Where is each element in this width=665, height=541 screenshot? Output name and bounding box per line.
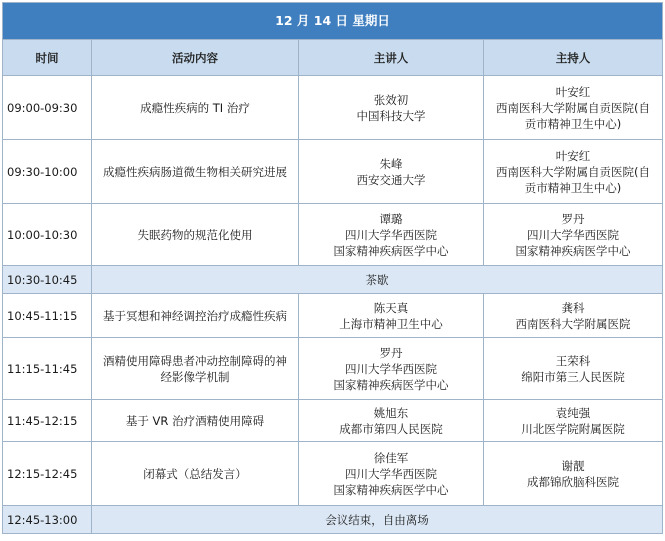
table-row [3,400,663,442]
host-name: 叶安红 [555,148,591,163]
host-name: 罗丹 [561,211,585,226]
host-affiliation: 贡市精神卫生中心) [524,180,622,195]
speaker-name: 姚旭东 [373,405,409,420]
speaker-cell [299,338,484,400]
speaker-name: 朱峰 [379,156,403,171]
topic-cell [92,294,299,338]
header-row [3,40,663,76]
table-row [3,506,663,534]
table-row [3,204,663,266]
speaker-affiliation: 西安交通大学 [356,172,426,187]
topic-line: 酒精使用障碍患者冲动控制障碍的神 [103,353,287,368]
host-affiliation: 西南医科大学附属自贡医院(自 [496,164,650,179]
time-cell: 10:45-11:15 [3,294,92,338]
host-name: 谢靓 [561,458,585,473]
header-time: 时间 [3,40,92,76]
speaker-affiliation: 上海市精神卫生中心 [339,316,443,331]
topic-cell [92,140,299,204]
host-name: 龚科 [561,300,585,315]
host-name: 叶安红 [555,84,591,99]
speaker-affiliation: 成都市第四人民医院 [339,421,443,436]
table-row [3,140,663,204]
speaker-cell [299,294,484,338]
header-speaker: 主讲人 [299,40,484,76]
host-cell [484,400,663,442]
speaker-cell [299,400,484,442]
time-cell: 09:00-09:30 [3,76,92,140]
closing-cell: 会议结束，自由离场 [92,506,663,534]
speaker-cell [299,76,484,140]
speaker-name: 张效初 [373,92,409,107]
host-name: 袁纯强 [555,405,591,420]
speaker-cell [299,140,484,204]
host-affiliation: 国家精神疾病医学中心 [515,243,631,258]
host-affiliation: 西南医科大学附属自贡医院(自 [496,100,650,115]
header-topic: 活动内容 [92,40,299,76]
host-cell [484,76,663,140]
speaker-affiliation: 国家精神疾病医学中心 [333,377,449,392]
header-host: 主持人 [484,40,663,76]
host-affiliation: 四川大学华西医院 [527,227,619,242]
topic-cell [92,338,299,400]
speaker-affiliation: 四川大学华西医院 [345,466,437,481]
table-row [3,76,663,140]
speaker-affiliation: 四川大学华西医院 [345,227,437,242]
speaker-name: 陈天真 [373,300,409,315]
host-affiliation: 成都锦欣脑科医院 [527,474,619,489]
speaker-cell [299,204,484,266]
speaker-name: 罗丹 [379,345,403,360]
time-cell: 09:30-10:00 [3,140,92,204]
host-affiliation: 绵阳市第三人民医院 [521,369,625,384]
speaker-name: 徐佳军 [373,450,409,465]
agenda-sheet [2,2,662,534]
speaker-affiliation: 中国科技大学 [356,108,426,123]
speaker-name: 谭璐 [379,211,403,226]
table-row [3,266,663,294]
table-row [3,442,663,506]
time-cell: 12:45-13:00 [3,506,92,534]
time-cell: 12:15-12:45 [3,442,92,506]
host-cell [484,204,663,266]
time-cell: 11:15-11:45 [3,338,92,400]
topic-line: 闭幕式（总结发言） [143,466,247,481]
table-title: 12 月 14 日 星期日 [3,3,663,40]
topic-line: 基于 VR 治疗酒精使用障碍 [125,413,265,428]
topic-line: 基于冥想和神经调控治疗成瘾性疾病 [103,308,287,323]
topic-cell [92,76,299,140]
topic-cell [92,400,299,442]
topic-line: 成瘾性疾病肠道微生物相关研究进展 [103,164,287,179]
host-cell [484,294,663,338]
table-row [3,338,663,400]
host-affiliation: 川北医学院附属医院 [521,421,625,436]
topic-line: 成瘾性疾病的 TI 治疗 [140,100,250,115]
host-cell [484,442,663,506]
time-cell: 10:30-10:45 [3,266,92,294]
time-cell: 11:45-12:15 [3,400,92,442]
host-name: 王荣科 [555,353,591,368]
agenda-table [2,2,663,534]
host-cell [484,338,663,400]
topic-cell [92,204,299,266]
speaker-cell [299,442,484,506]
topic-cell [92,442,299,506]
speaker-affiliation: 国家精神疾病医学中心 [333,482,449,497]
topic-line: 失眠药物的规范化使用 [137,227,253,242]
title-row [3,3,663,40]
topic-line: 经影像学机制 [160,369,230,384]
time-cell: 10:00-10:30 [3,204,92,266]
host-affiliation: 西南医科大学附属医院 [515,316,631,331]
table-row [3,294,663,338]
host-cell [484,140,663,204]
speaker-affiliation: 国家精神疾病医学中心 [333,243,449,258]
speaker-affiliation: 四川大学华西医院 [345,361,437,376]
break-cell: 茶歇 [92,266,663,294]
host-affiliation: 贡市精神卫生中心) [524,116,622,131]
